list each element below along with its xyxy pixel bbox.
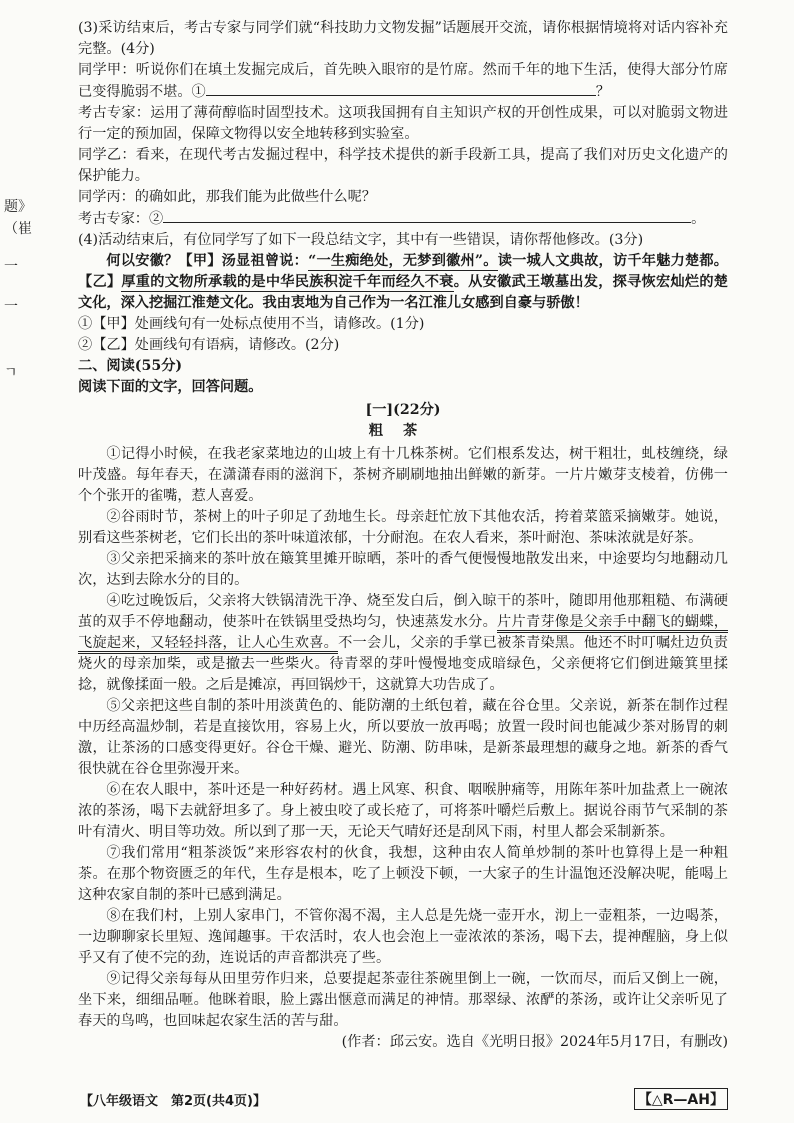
- section-heading: 二、阅读(55分): [78, 358, 183, 374]
- essay-underlined-sentence: 片片青芽像是父亲手中翻飞的蝴蝶，飞旋起来，又轻轻抖落，让人心生欢喜。: [78, 614, 728, 654]
- exam-page: [78, 18, 728, 1053]
- essay-paragraph-3: ③父亲把采摘来的茶叶放在簸箕里摊开晾晒，茶叶的香气便慢慢地散发出来，中途要均匀地翻动几次，达到去除水分的目的。: [78, 551, 728, 588]
- essay-source: (作者：邱云安。选自《光明日报》2024年5月17日，有删改): [341, 1034, 728, 1050]
- essay-paragraph-6: ⑥在农人眼中，茶叶还是一种好药材。遇上风寒、积食、咽喉肿痛等，用陈年茶叶加盐煮上一碗浓浓的茶汤，喝下去就舒坦多了。身上被虫咬了或长疮了，可将茶叶嚼烂后敷上。据说谷雨节气采制的茶叶有清火、明目等功效。所以到了那一天，无论天气晴好还是刮风下雨，村里人都会采制新茶。: [78, 782, 728, 840]
- q3-dialog-d: 同学丙：的确如此，那我们能为此做些什么呢？: [78, 189, 376, 205]
- essay-paragraph-7: ⑦我们常用“粗茶淡饭”来形容农村的伙食，我想，这种由农人简单炒制的茶叶也算得上是一种粗茶。在那个物资匮乏的年代，生存是根本，吃了上顿没下顿，一大家子的生计温饱还没解决呢，能喝上这种农家自制的茶叶已感到满足。: [78, 845, 728, 903]
- q3-stem: (3)采访结束后，考古专家与同学们就“科技助力文物发掘”话题展开交流，请你根据情境将对话内容补充完整。(4分): [78, 20, 728, 57]
- margin-mark-2: （崔: [4, 221, 32, 237]
- essay-paragraph-5: ⑤父亲把这些自制的茶叶用淡黄色的、能防潮的土纸包着，藏在谷仓里。父亲说，新茶在制作过程中历经高温炒制，若是直接饮用，容易上火，所以要放一放再喝；放置一段时间也能减少茶对肠胃的刺激，让茶汤的口感变得更好。谷仓干燥、避光、防潮、防串味，是新茶最理想的藏身之地。新茶的香气很快就在谷仓里弥漫开来。: [78, 698, 728, 777]
- part-label: [一](22分): [365, 402, 441, 418]
- essay-paragraph-4: ④吃过晚饭后，父亲将大铁锅清洗干净、烧至发白后，倒入晾干的茶叶，随即用他那粗糙、布满硬茧的双手不停地翻动，使茶叶在铁锅里受热均匀，快速蒸发水分。片片青芽像是父亲手中翻飞的蝴蝶，飞旋起来，又轻轻抖落，让人心生欢喜。不一会儿，父亲的手掌已被茶青染黑。他还不时叮嘱灶边负责烧火的母亲加柴，或是撤去一些柴火。待青翠的芽叶慢慢地变成暗绿色，父亲便将它们倒进簸箕里揉捻，就像揉面一般。之后是摊凉，再回锅炒干，这就算大功告成了。: [78, 593, 728, 693]
- essay-paragraph-1: ①记得小时候，在我老家菜地边的山坡上有十几株茶树。它们根系发达，树干粗壮，虬枝缠绕，绿叶茂盛。每年春天，在潇潇春雨的滋润下，茶树齐刷刷地抽出鲜嫩的新芽。一片片嫩芽支棱着，仿佛一个个张开的雀嘴，惹人喜爱。: [78, 446, 728, 504]
- q3-dialog-e: 考古专家：② 。: [78, 208, 728, 230]
- margin-mark-3: 一: [4, 259, 18, 275]
- essay-title: 粗茶: [368, 423, 438, 439]
- q4-sub-2: ②【乙】处画线句有语病，请修改。(2分): [78, 337, 340, 353]
- margin-mark-5: ㄱ: [4, 365, 18, 381]
- margin-mark-1: 题》: [4, 199, 32, 215]
- answer-blank-1[interactable]: [206, 81, 596, 96]
- answer-blank-2[interactable]: [163, 208, 691, 223]
- footer-page-info: 【八年级语文 第2页(共4页)】: [80, 1093, 266, 1109]
- margin-mark-4: 一: [4, 299, 18, 315]
- section-intro: 阅读下面的文字，回答问题。: [78, 379, 263, 395]
- q3-dialog-b: 考古专家：运用了薄荷醇临时固型技术。这项我国拥有自主知识产权的开创性成果，可以对脆弱文物进行一定的预加固，保障文物得以安全地转移到实验室。: [78, 105, 728, 142]
- essay-paragraph-8: ⑧在我们村，上别人家串门，不管你渴不渴，主人总是先烧一壶开水，沏上一壶粗茶，一边喝茶，一边聊聊家长里短、逸闻趣事。干农活时，农人也会泡上一壶浓浓的茶汤，喝下去，提神醒脑，身上似乎又有了使不完的劲，连说话的声音都洪亮了些。: [78, 908, 728, 966]
- q3-dialog-a: 同学甲：听说你们在填土发掘完成后，首先映入眼帘的是竹席。然而千年的地下生活，使得大部分竹席已变得脆弱不堪。① ？: [78, 62, 728, 100]
- essay-paragraph-2: ②谷雨时节，茶树上的叶子卯足了劲地生长。母亲赶忙放下其他农活，挎着菜篮采摘嫩芽。她说，别看这些茶树老，它们长出的茶叶味道浓郁，十分耐泡。在农人看来，茶叶耐泡、茶味浓就是好茶。: [78, 509, 728, 546]
- underline-yi: 厚重的文物所承载的是中华民族积淀千年而经久不衰: [121, 274, 454, 290]
- q4-sub-1: ①【甲】处画线句有一处标点使用不当，请修改。(1分): [78, 316, 425, 332]
- q4-passage: 何以安徽？【甲】汤显祖曾说：“一生痴绝处，无梦到徽州”。读一城人文典故，访千年魅力楚都。【乙】厚重的文物所承载的是中华民族积淀千年而经久不衰。从安徽武王墩墓出发，探寻恢宏灿烂的楚文化，深入挖掘江淮楚文化。我由衷地为自己作为一名江淮儿女感到自豪与骄傲！: [78, 253, 728, 311]
- q3-dialog-c: 同学乙：看来，在现代考古发掘过程中，科学技术提供的新手段新工具，提高了我们对历史文化遗产的保护能力。: [78, 147, 728, 184]
- page-footer: [80, 1088, 728, 1110]
- underline-jia: “一生痴绝处，无梦到徽州”。: [308, 253, 498, 269]
- essay-paragraph-9: ⑨记得父亲每每从田里劳作归来，总要提起茶壶往茶碗里倒上一碗，一饮而尽，而后又倒上一碗，坐下来，细细品咂。他眯着眼，脸上露出惬意而满足的神情。那翠绿、浓酽的茶汤，或许让父亲听见了春天的鸟鸣，也回味起农家生活的苦与甜。: [78, 971, 728, 1029]
- footer-code: 【△R—AH】: [634, 1088, 728, 1110]
- q4-stem: (4)活动结束后，有位同学写了如下一段总结文字，其中有一些错误，请你帮他修改。(3分): [78, 232, 644, 248]
